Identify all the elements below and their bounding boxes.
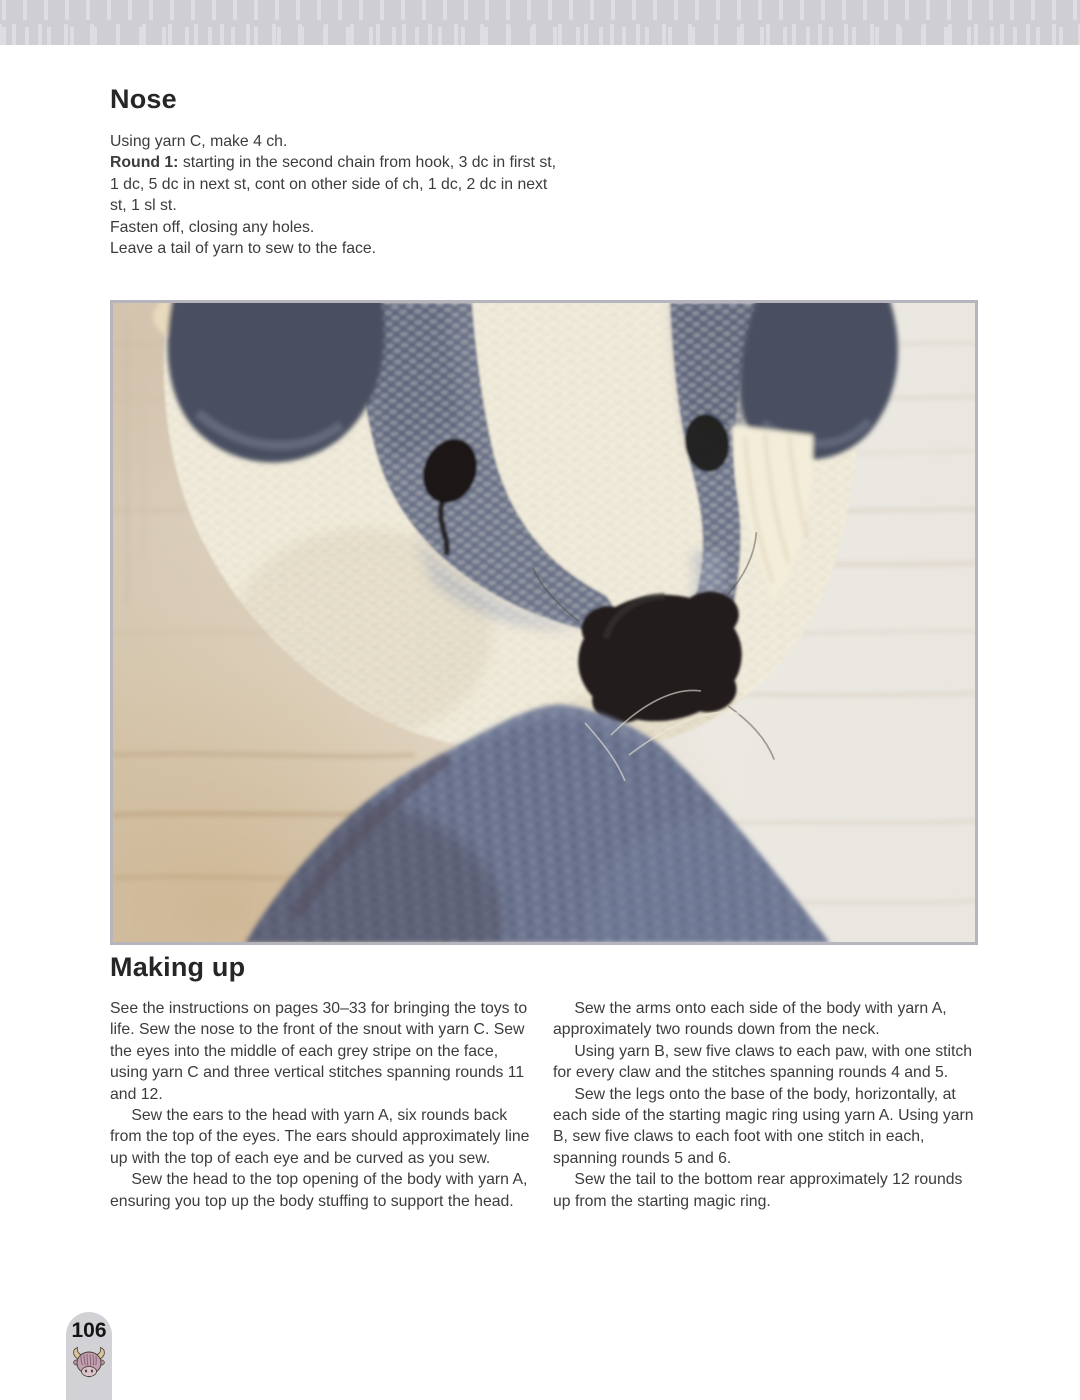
nose-section <box>110 84 558 259</box>
paragraph: Sew the tail to the bottom rear approximately 12 rounds up from the starting magic ring. <box>553 1171 963 1210</box>
paragraph: Sew the arms onto each side of the body with yarn A, approximately two rounds down from the neck. <box>553 1000 947 1039</box>
nose-title: Nose <box>110 84 177 114</box>
paragraph: Using yarn C, make 4 ch. <box>110 133 288 150</box>
paragraph: Sew the legs onto the base of the body, horizontally, at each side of the starting magic ring using yarn A. Using yarn B, sew five claws to each foot with one stitch in each, spanning rounds 5 and 6. <box>553 1085 974 1167</box>
making-up-right-column <box>553 998 977 1212</box>
nose-instructions <box>110 131 558 259</box>
highland-cow-icon <box>71 1345 107 1381</box>
paragraph: See the instructions on pages 30–33 for bringing the toys to life. Sew the nose to the front of the snout with yarn C. Sew the eyes into the middle of each grey stripe on the face, using yarn C and three vertical stitches spanning rounds 11 and 12. <box>110 1000 528 1103</box>
paragraph: Sew the head to the top opening of the body with yarn A, ensuring you top up the body stuffing to support the head. <box>110 1171 528 1210</box>
paragraph: Fasten off, closing any holes. <box>110 218 315 236</box>
badger-photo <box>110 300 978 945</box>
making-up-section <box>110 952 978 1210</box>
making-up-title: Making up <box>110 952 246 982</box>
paragraph: Round 1: starting in the second chain from hook, 3 dc in first st, 1 dc, 5 dc in next st, cont on other side of ch, 1 dc, 2 dc in next st, 1 sl st. <box>110 154 557 215</box>
making-up-left-column <box>110 998 534 1212</box>
page-tab <box>66 1312 112 1400</box>
paragraph: Using yarn B, sew five claws to each paw, with one stitch for every claw and the stitches spanning rounds 4 and 5. <box>553 1042 973 1082</box>
header-knit-strip <box>0 0 1080 45</box>
paragraph: Sew the ears to the head with yarn A, six rounds back from the top of the eyes. The ears should approximately line up with the top of each eye and be curved as you sew. <box>110 1107 530 1167</box>
page-number: 106 <box>71 1319 107 1342</box>
paragraph: Leave a tail of yarn to sew to the face. <box>110 240 377 258</box>
badger-illustration <box>113 303 975 942</box>
